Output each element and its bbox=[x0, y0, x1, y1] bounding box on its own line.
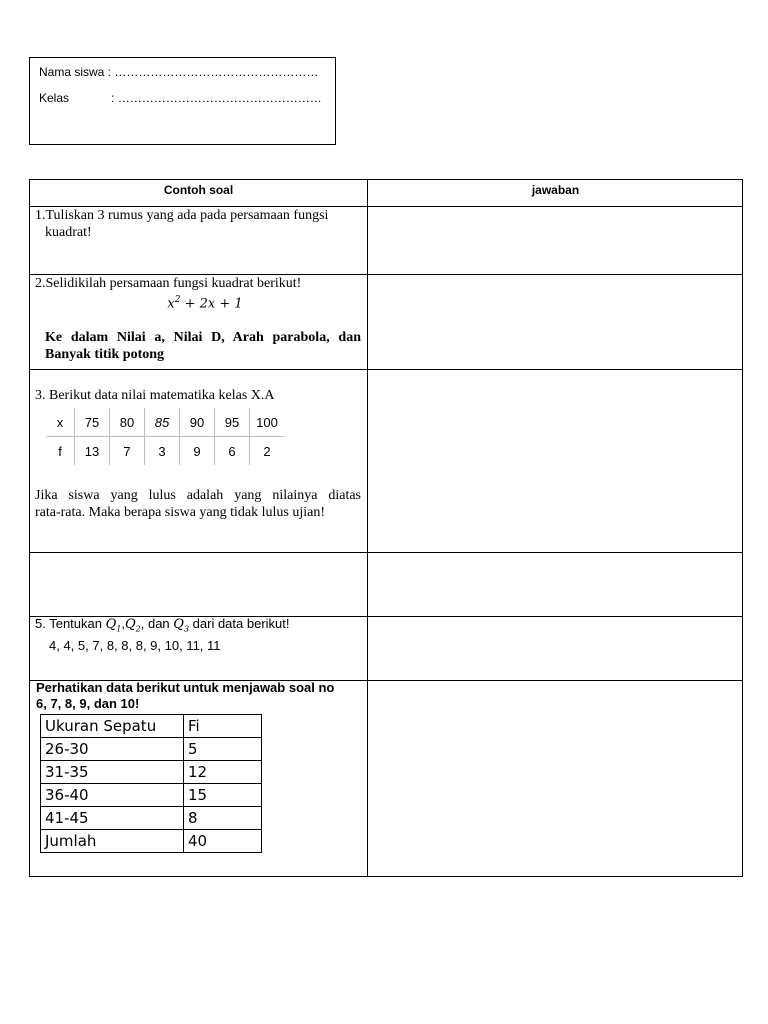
answer-cell-3[interactable] bbox=[368, 370, 742, 552]
student-class-row bbox=[39, 91, 322, 105]
f-value: 3 bbox=[145, 437, 180, 466]
question-3-text bbox=[35, 487, 361, 521]
x-value: 85 bbox=[145, 408, 180, 437]
shoe-size-range: 31-35 bbox=[41, 761, 184, 784]
x-values-row bbox=[46, 408, 284, 437]
x-value: 90 bbox=[180, 408, 215, 437]
shoe-table-header-row bbox=[41, 715, 262, 738]
shoe-size-range: 26-30 bbox=[41, 738, 184, 761]
f-value: 2 bbox=[250, 437, 285, 466]
table-row bbox=[41, 830, 262, 853]
x-value: 75 bbox=[75, 408, 110, 437]
student-info-box bbox=[29, 57, 336, 145]
student-name-label: Nama siswa : bbox=[39, 65, 112, 79]
student-class-blank[interactable]: …………………………………………… bbox=[117, 91, 322, 105]
question-5 bbox=[35, 616, 361, 654]
shoe-frequency-total: 40 bbox=[184, 830, 262, 853]
shoe-size-total-label: Jumlah bbox=[41, 830, 184, 853]
question-5-data: 4, 4, 5, 7, 8, 8, 8, 9, 10, 11, 11 bbox=[49, 637, 221, 653]
x-value: 95 bbox=[215, 408, 250, 437]
shoe-frequency: 8 bbox=[184, 807, 262, 830]
question-1 bbox=[35, 207, 361, 241]
table-row bbox=[41, 784, 262, 807]
question-table bbox=[29, 179, 743, 877]
shoe-frequency: 5 bbox=[184, 738, 262, 761]
f-value: 7 bbox=[110, 437, 145, 466]
question-1-line-1: 1.Tuliskan 3 rumus yang ada pada persamaan fungsi bbox=[35, 208, 329, 223]
header-contoh-soal: Contoh soal bbox=[163, 183, 234, 197]
f-value: 9 bbox=[180, 437, 215, 466]
answer-cell-4[interactable] bbox=[368, 553, 742, 616]
question-6-10-intro bbox=[36, 680, 362, 712]
answer-cell-2[interactable] bbox=[368, 275, 742, 369]
student-name-blank[interactable]: …………………………………………… bbox=[114, 65, 319, 79]
row-f-label: f bbox=[46, 437, 75, 466]
answer-cell-1[interactable] bbox=[368, 207, 742, 274]
question-2 bbox=[35, 275, 361, 363]
x-value: 80 bbox=[110, 408, 145, 437]
table-row bbox=[41, 738, 262, 761]
question-6-10-intro-line-2: 6, 7, 8, 9, dan 10! bbox=[36, 696, 140, 711]
value-frequency-table bbox=[46, 408, 284, 465]
question-1-line-2: kuadrat! bbox=[45, 225, 92, 240]
shoe-frequency: 12 bbox=[184, 761, 262, 784]
row-x-label: x bbox=[46, 408, 75, 437]
question-3-text-line-2: rata-rata. Maka berapa siswa yang tidak lulus ujian! bbox=[35, 505, 326, 520]
f-value: 13 bbox=[75, 437, 110, 466]
header-jawaban: jawaban bbox=[531, 183, 580, 197]
question-2-bold-line-2: Banyak titik potong bbox=[45, 346, 165, 362]
shoe-size-range: 36-40 bbox=[41, 784, 184, 807]
f-value: 6 bbox=[215, 437, 250, 466]
f-values-row bbox=[46, 437, 284, 466]
student-name-row bbox=[39, 65, 318, 79]
x-value: 100 bbox=[250, 408, 285, 437]
shoe-frequency: 15 bbox=[184, 784, 262, 807]
shoe-size-table bbox=[40, 714, 262, 853]
question-2-line-1: 2.Selidikilah persamaan fungsi kuadrat berikut! bbox=[35, 276, 302, 291]
student-class-label: Kelas bbox=[39, 91, 70, 105]
frequency-header: Fi bbox=[184, 715, 262, 738]
question-6-10-intro-line-1: Perhatikan data berikut untuk menjawab soal no bbox=[36, 680, 335, 695]
question-3-text-line-1: Jika siswa yang lulus adalah yang nilainya diatas bbox=[35, 488, 361, 503]
question-2-bold-line-1: Ke dalam Nilai a, Nilai D, Arah parabola, dan bbox=[45, 329, 361, 345]
question-2-formula: $x^2 + 2x + 1$ bbox=[167, 295, 243, 312]
table-row bbox=[41, 761, 262, 784]
shoe-size-range: 41-45 bbox=[41, 807, 184, 830]
question-3-intro: 3. Berikut data nilai matematika kelas X.A bbox=[35, 388, 275, 403]
answer-cell-5[interactable] bbox=[368, 617, 742, 680]
student-class-separator: : bbox=[111, 91, 115, 105]
shoe-size-header: Ukuran Sepatu bbox=[41, 715, 184, 738]
answer-cell-6[interactable] bbox=[368, 681, 742, 876]
table-row bbox=[41, 807, 262, 830]
question-5-line-1: 5. Tentukan $Q_1,Q_2$, dan $Q_3$ dari data berikut! bbox=[35, 616, 290, 634]
